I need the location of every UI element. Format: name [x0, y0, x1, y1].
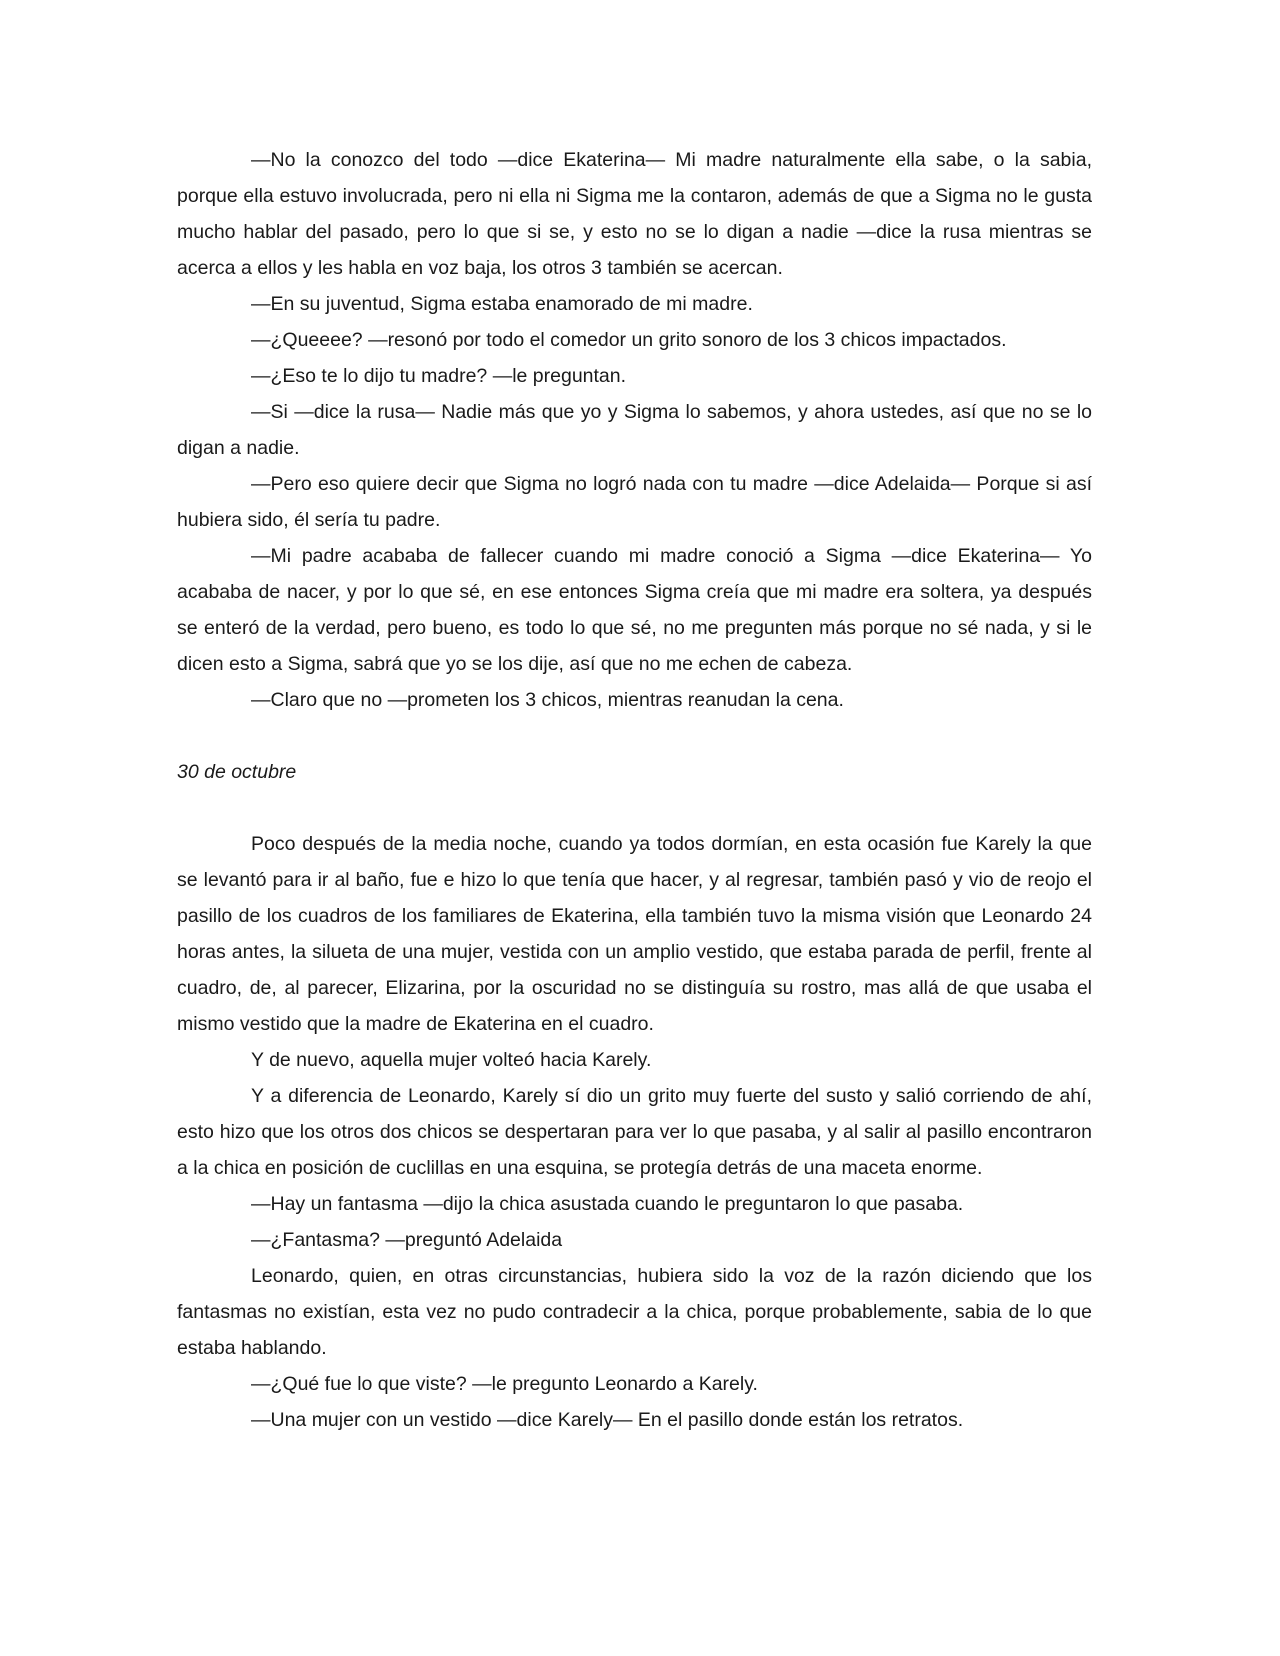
paragraph: —¿Qué fue lo que viste? —le pregunto Leonardo a Karely. [251, 1373, 758, 1395]
section-2 [177, 826, 1092, 1438]
paragraph: —¿Eso te lo dijo tu madre? —le preguntan. [251, 365, 627, 387]
paragraph: Y de nuevo, aquella mujer volteó hacia Karely. [251, 1049, 652, 1071]
date-heading: 30 de octubre [177, 761, 297, 783]
paragraph: —Mi padre acababa de fallecer cuando mi madre conoció a Sigma —dice Ekaterina— Yo acababa de nacer, y por lo que sé, en ese entonces Sigma creía que mi madre era soltera, ya después se enteró de la verdad, pero bueno, es todo lo que sé, no me pregunten más porque no sé nada, y si le dicen esto a Sigma, sabrá que yo se los dije, así que no me echen de cabeza. [177, 545, 1092, 675]
paragraph: —Claro que no —prometen los 3 chicos, mientras reanudan la cena. [251, 689, 844, 711]
paragraph: —Hay un fantasma —dijo la chica asustada cuando le preguntaron lo que pasaba. [251, 1193, 964, 1215]
date-section [177, 754, 1092, 790]
paragraph: Y a diferencia de Leonardo, Karely sí dio un grito muy fuerte del susto y salió corriendo de ahí, esto hizo que los otros dos chicos se despertaran para ver lo que pasaba, y al salir al pasillo encontraron a la chica en posición de cuclillas en una esquina, se protegía detrás de una maceta enorme. [177, 1085, 1092, 1179]
paragraph: —En su juventud, Sigma estaba enamorado de mi madre. [251, 293, 753, 315]
paragraph: —¿Queeee? —resonó por todo el comedor un grito sonoro de los 3 chicos impactados. [251, 329, 1007, 351]
paragraph: —No la conozco del todo —dice Ekaterina— Mi madre naturalmente ella sabe, o la sabia, porque ella estuvo involucrada, pero ni ella ni Sigma me la contaron, además de que a Sigma no le gusta mucho hablar del pasado, pero lo que si se, y esto no se lo digan a nadie —dice la rusa mientras se acerca a ellos y les habla en voz baja, los otros 3 también se acercan. [177, 149, 1092, 279]
paragraph: —Una mujer con un vestido —dice Karely— En el pasillo donde están los retratos. [251, 1409, 964, 1431]
section-1 [177, 142, 1092, 718]
paragraph: —¿Fantasma? —preguntó Adelaida [251, 1229, 563, 1251]
paragraph: Poco después de la media noche, cuando ya todos dormían, en esta ocasión fue Karely la que se levantó para ir al baño, fue e hizo lo que tenía que hacer, y al regresar, también pasó y vio de reojo el pasillo de los cuadros de los familiares de Ekaterina, ella también tuvo la misma visión que Leonardo 24 horas antes, la silueta de una mujer, vestida con un amplio vestido, que estaba parada de perfil, frente al cuadro, de, al parecer, Elizarina, por la oscuridad no se distinguía su rostro, mas allá de que usaba el mismo vestido que la madre de Ekaterina en el cuadro. [177, 833, 1092, 1035]
paragraph: —Pero eso quiere decir que Sigma no logró nada con tu madre —dice Adelaida— Porque si así hubiera sido, él sería tu padre. [177, 473, 1092, 531]
paragraph: Leonardo, quien, en otras circunstancias, hubiera sido la voz de la razón diciendo que los fantasmas no existían, esta vez no pudo contradecir a la chica, porque probablemente, sabia de lo que estaba hablando. [177, 1265, 1092, 1359]
paragraph: —Si —dice la rusa— Nadie más que yo y Sigma lo sabemos, y ahora ustedes, así que no se lo digan a nadie. [177, 401, 1092, 459]
